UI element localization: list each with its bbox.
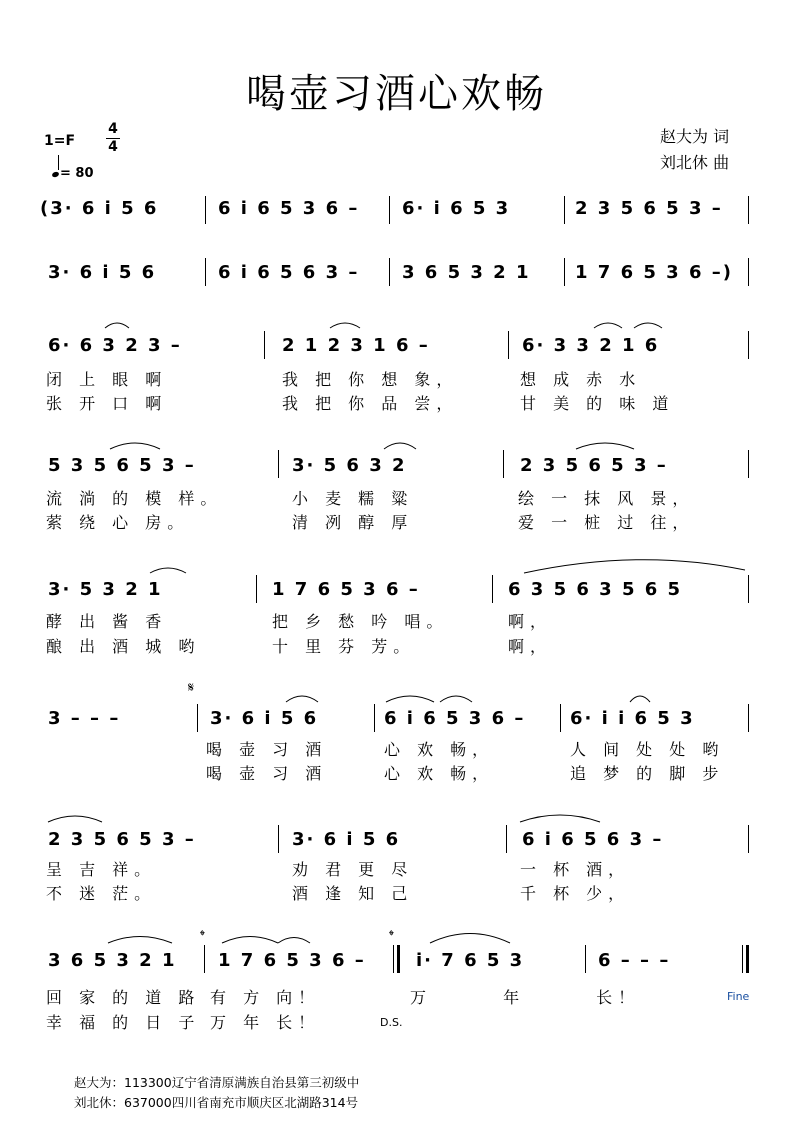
lyric-verse2: 酿 出 酒 城 哟 bbox=[46, 637, 201, 656]
lyric-verse1: 劝 君 更 尽 bbox=[292, 860, 414, 879]
lyric-verse2: 喝 壶 习 酒 bbox=[206, 764, 328, 783]
measure: 6 i 6 5 6 3 – bbox=[218, 262, 360, 283]
lyric-verse2: 张 开 口 啊 bbox=[46, 394, 168, 413]
lyric-verse1: 绘 一 抹 风 景， bbox=[518, 489, 695, 508]
lyric-verse1: 想 成 赤 水 bbox=[520, 370, 642, 389]
lyric-verse2: 清 冽 醇 厚 bbox=[292, 513, 414, 532]
measure: 3 6 5 3 2 1 bbox=[48, 950, 177, 971]
lyric-verse2: 我 把 你 品 尝， bbox=[282, 394, 459, 413]
coda-icon: 𝄌 bbox=[389, 928, 394, 944]
measure: 5 3 5 6 5 3 – bbox=[48, 455, 196, 476]
measure: 2 1 2 3 1 6 – bbox=[282, 335, 430, 356]
lyric-verse1: 心 欢 畅， bbox=[384, 740, 495, 759]
lyric-verse1: 有 方 向！ bbox=[210, 988, 321, 1007]
lyric-verse2: 萦 绕 心 房。 bbox=[46, 513, 190, 532]
lyric-verse2: 幸 福 的 日 子 bbox=[46, 1013, 201, 1032]
measure: 3· 6 i 5 6 bbox=[210, 708, 319, 729]
measure: 6 – – – bbox=[598, 950, 671, 971]
tempo-value: = 80 bbox=[60, 166, 94, 181]
ds-marking: D.S. bbox=[380, 1016, 403, 1029]
segno-icon: 𝄋 bbox=[188, 680, 195, 696]
lyric-verse2: 千 杯 少， bbox=[520, 884, 631, 903]
measure: 3· 5 6 3 2 bbox=[292, 455, 407, 476]
measure: (3· 6 i 5 6 bbox=[40, 198, 159, 219]
lyric-verse1: 人 间 处 处 哟 bbox=[570, 740, 725, 759]
measure: i· 7 6 5 3 bbox=[416, 950, 525, 971]
measure: 6· i i 6 5 3 bbox=[570, 708, 695, 729]
measure: 3 – – – bbox=[48, 708, 121, 729]
lyric-verse1: 喝 壶 习 酒 bbox=[206, 740, 328, 759]
measure: 6· 6 3 2 3 – bbox=[48, 335, 182, 356]
lyric-verse1: 一 杯 酒， bbox=[520, 860, 631, 879]
song-title: 喝壶习酒心欢畅 bbox=[246, 71, 547, 117]
measure: 6 i 6 5 6 3 – bbox=[522, 829, 664, 850]
lyric-verse1: 把 乡 愁 吟 唱。 bbox=[272, 612, 449, 631]
measure: 3· 6 i 5 6 bbox=[292, 829, 401, 850]
measure: 3· 6 i 5 6 bbox=[48, 262, 157, 283]
lyric-verse1: 万 年 长！ bbox=[410, 988, 641, 1007]
lyric-verse2: 酒 逢 知 己 bbox=[292, 884, 414, 903]
composer-credit: 刘北休 曲 bbox=[660, 153, 730, 172]
coda-icon: 𝄌 bbox=[200, 928, 205, 944]
measure: 6· 3 3 2 1 6 bbox=[522, 335, 660, 356]
measure: 1 7 6 5 3 6 –) bbox=[575, 262, 733, 283]
time-signature-bottom: 4 bbox=[108, 139, 118, 155]
lyric-verse1: 小 麦 糯 粱 bbox=[292, 489, 414, 508]
key-signature: 1=F bbox=[44, 133, 76, 149]
lyric-verse1: 酵 出 酱 香 bbox=[46, 612, 168, 631]
measure: 6 3 5 6 3 5 6 5 bbox=[508, 579, 683, 600]
lyric-verse2: 不 迷 茫。 bbox=[46, 884, 157, 903]
lyric-verse2: 爱 一 桩 过 往， bbox=[518, 513, 695, 532]
measure: 6 i 6 5 3 6 – bbox=[218, 198, 360, 219]
lyric-verse1: 呈 吉 祥。 bbox=[46, 860, 157, 879]
lyric-verse2: 心 欢 畅， bbox=[384, 764, 495, 783]
time-signature-top: 4 bbox=[108, 121, 118, 137]
measure: 3 6 5 3 2 1 bbox=[402, 262, 531, 283]
lyric-verse2: 追 梦 的 脚 步 bbox=[570, 764, 725, 783]
lyric-verse1: 我 把 你 想 象， bbox=[282, 370, 459, 389]
lyric-verse2: 甘 美 的 味 道 bbox=[520, 394, 675, 413]
measure: 6 i 6 5 3 6 – bbox=[384, 708, 526, 729]
measure: 6· i 6 5 3 bbox=[402, 198, 511, 219]
measure: 2 3 5 6 5 3 – bbox=[520, 455, 668, 476]
lyric-verse1: 闭 上 眼 啊 bbox=[46, 370, 168, 389]
lyric-verse2: 十 里 芬 芳。 bbox=[272, 637, 416, 656]
measure: 2 3 5 6 5 3 – bbox=[48, 829, 196, 850]
lyric-verse1: 流 淌 的 模 样。 bbox=[46, 489, 223, 508]
fine-marking: Fine bbox=[727, 990, 750, 1003]
lyricist-credit: 赵大为 词 bbox=[660, 127, 730, 146]
lyric-verse1: 回 家 的 道 路 bbox=[46, 988, 201, 1007]
measure: 1 7 6 5 3 6 – bbox=[272, 579, 420, 600]
lyric-verse2: 啊， bbox=[508, 637, 553, 656]
lyric-verse2: 万 年 长！ bbox=[210, 1013, 321, 1032]
measure: 3· 5 3 2 1 bbox=[48, 579, 163, 600]
measure: 2 3 5 6 5 3 – bbox=[575, 198, 723, 219]
lyricist-address: 赵大为：113300辽宁省清原满族自治县第三初级中 bbox=[74, 1075, 360, 1090]
composer-address: 刘北休：637000四川省南充市顺庆区北湖路314号 bbox=[74, 1095, 359, 1110]
lyric-verse1: 啊， bbox=[508, 612, 553, 631]
measure: 1 7 6 5 3 6 – bbox=[218, 950, 366, 971]
